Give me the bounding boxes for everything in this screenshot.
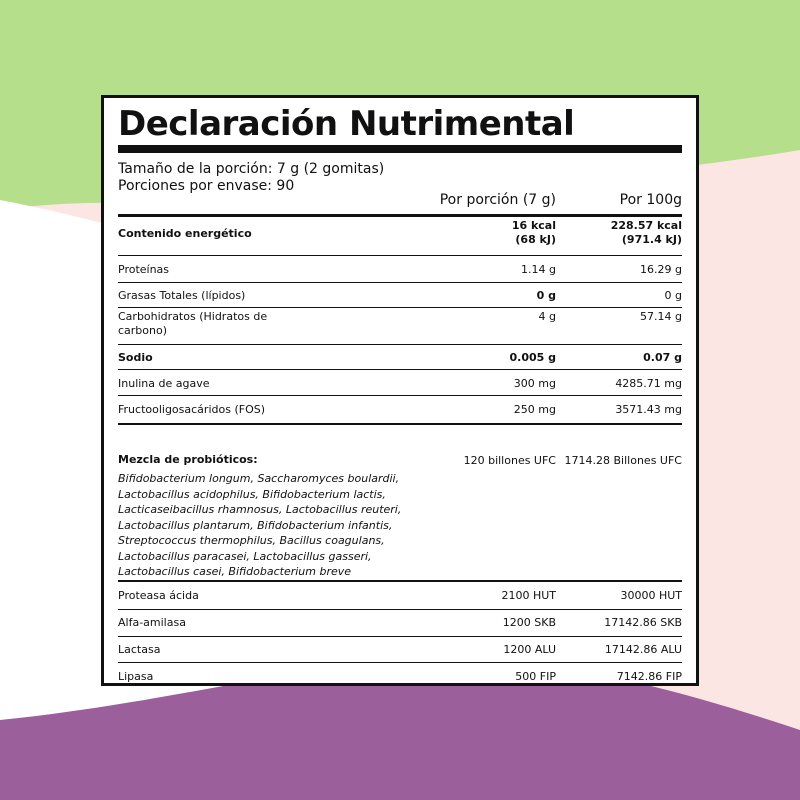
row-energy-v1-kcal: 16 kcal [511,219,556,232]
row-label-sodium: Sodio [118,351,153,364]
row-label-energy: Contenido energético [118,227,252,240]
row-divider [118,307,682,308]
row-carbs-v2: 57.14 g [640,310,682,323]
row-label-fat: Grasas Totales (lípidos) [118,289,246,302]
row-divider [118,369,682,370]
row-label-protein: Proteínas [118,263,170,276]
row-lactase-v1: 1200 ALU [503,643,556,656]
row-protease-v1: 2100 HUT [501,589,556,602]
column-header-per-100g: Por 100g [619,192,682,208]
row-divider [118,344,682,345]
row-carbs-v1: 4 g [538,310,556,323]
row-fos-v1: 250 mg [513,403,556,416]
column-header-per-serving: Por porción (7 g) [439,192,556,208]
page-title: Declaración Nutrimental [118,104,575,144]
row-energy-v2-kcal: 228.57 kcal [610,219,682,232]
row-protein-v1: 1.14 g [521,263,556,276]
row-lipase-v2: 7142.86 FIP [616,670,682,683]
row-amylase-v2: 17142.86 SKB [604,616,682,629]
serving-size: Tamaño de la porción: 7 g (2 gomitas) [118,161,385,177]
row-energy-v2-kj: (971.4 kJ) [621,233,682,246]
row-inulin-v1: 300 mg [513,377,556,390]
probiotics-v2: 1714.28 Billones UFC [564,454,682,467]
section-divider [118,423,682,425]
row-divider [118,395,682,396]
title-thick-rule [118,145,682,153]
row-divider [118,282,682,283]
row-fat-v2: 0 g [664,289,682,302]
row-label-carbs: Carbohidratos (Hidratos de carbono) [118,310,268,337]
row-divider [118,255,682,256]
row-lipase-v1: 500 FIP [515,670,556,683]
row-protein-v2: 16.29 g [640,263,682,276]
row-label-lipase: Lipasa [118,670,154,683]
row-energy-v1-kj: (68 kJ) [515,233,556,246]
row-divider [118,636,682,637]
row-fos-v2: 3571.43 mg [615,403,682,416]
row-lactase-v2: 17142.86 ALU [604,643,682,656]
row-amylase-v1: 1200 SKB [502,616,556,629]
probiotics-label: Mezcla de probióticos: [118,453,258,466]
row-fat-v1: 0 g [536,289,556,302]
row-inulin-v2: 4285.71 mg [615,377,682,390]
row-label-lactase: Lactasa [118,643,161,656]
probiotics-strain-list: Bifidobacterium longum, Saccharomyces boulardii, Lactobacillus acidophilus, Bifidobacterium lactis, Lacticaseibacillus rhamnosus, Lactobacillus reuteri, Lactobacillus plantarum, Bifidobacterium infantis, Streptococcus thermophilus, Bacillus coagulans, Lactobacillus paracasei, Lactobacillus gasseri, Lactobacillus casei, Bifidobacterium breve [118,472,402,578]
nutrition-panel [101,95,699,686]
row-sodium-v1: 0.005 g [509,351,556,364]
row-label-amylase: Alfa-amilasa [118,616,186,629]
row-divider [118,662,682,663]
header-rule [118,214,682,217]
row-divider [118,609,682,610]
probiotics-v1: 120 billones UFC [463,454,556,467]
row-sodium-v2: 0.07 g [643,351,682,364]
row-label-fos: Fructooligosacáridos (FOS) [118,403,265,416]
servings-per-container: Porciones por envase: 90 [118,178,295,194]
row-label-inulin: Inulina de agave [118,377,210,390]
row-label-protease: Proteasa ácida [118,589,199,602]
row-protease-v2: 30000 HUT [620,589,682,602]
section-divider [118,580,682,582]
